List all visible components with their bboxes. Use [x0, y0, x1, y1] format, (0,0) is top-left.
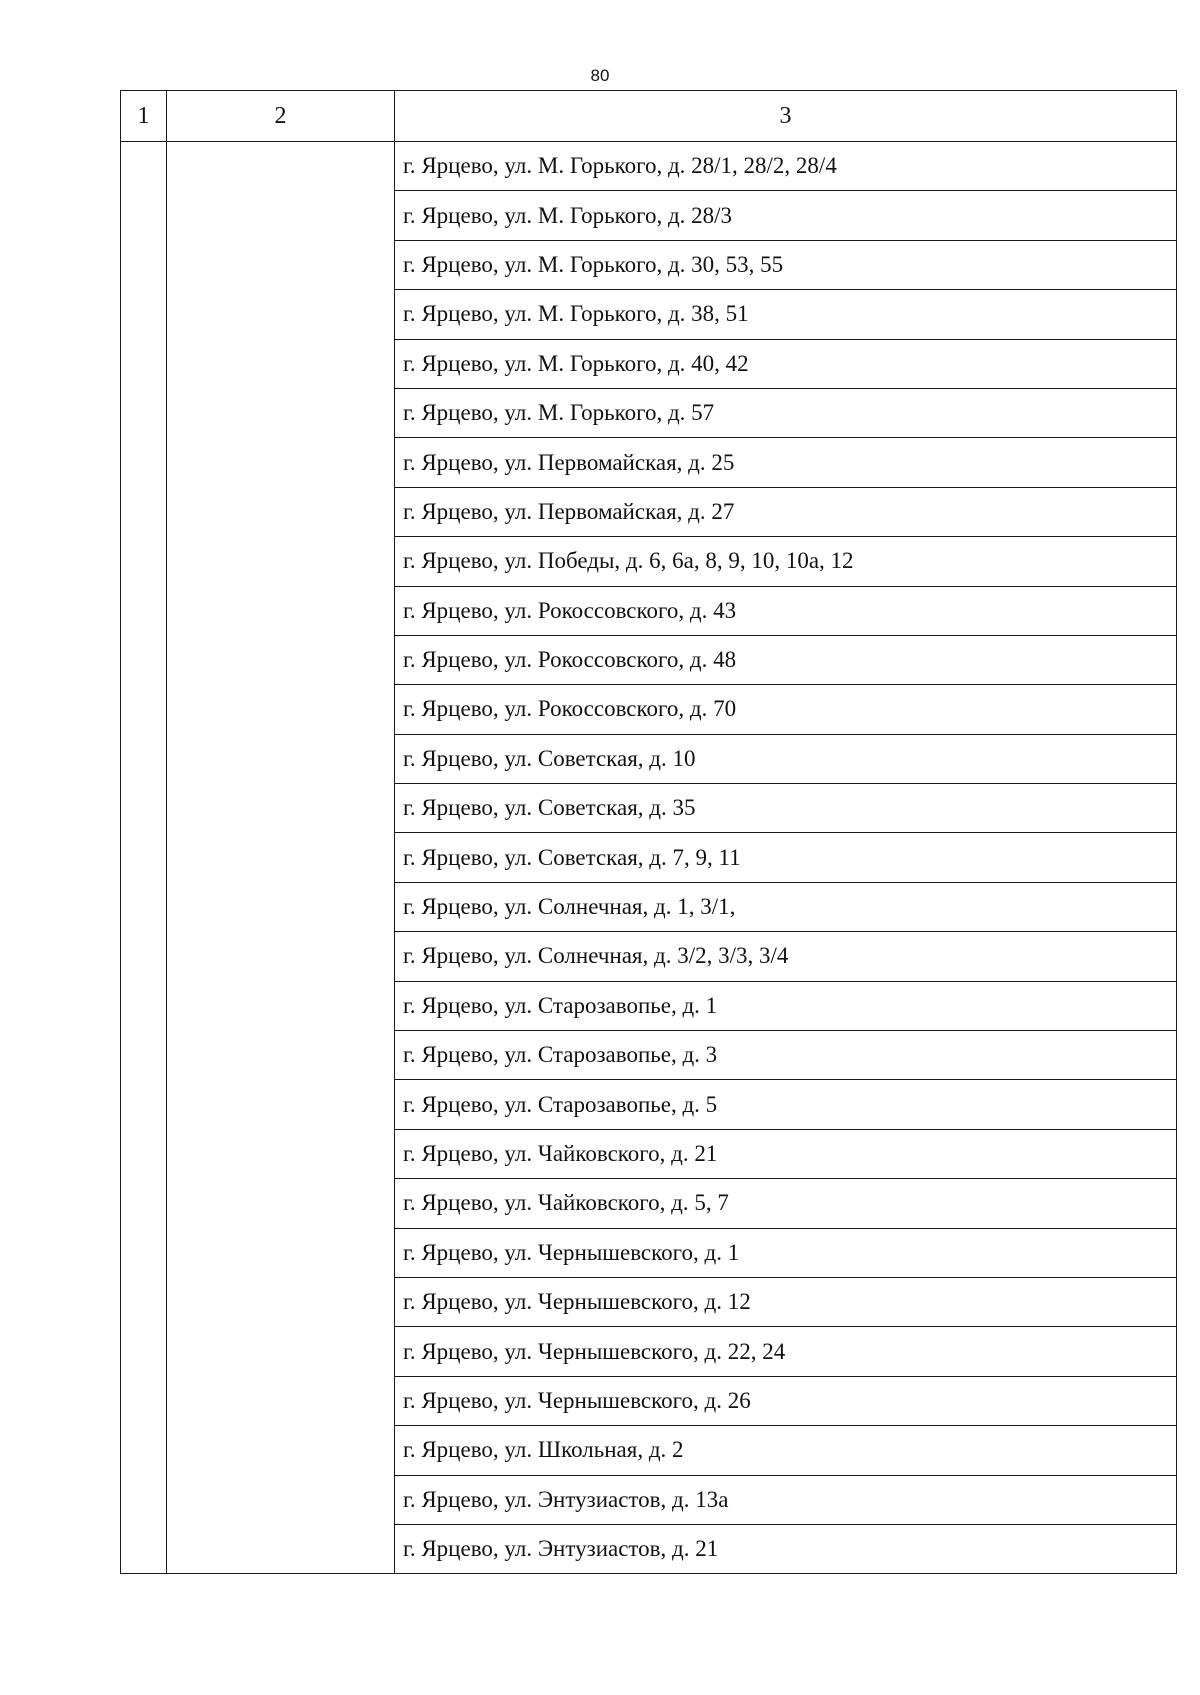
address-cell: г. Ярцево, ул. Советская, д. 10 — [395, 734, 1177, 783]
address-cell: г. Ярцево, ул. Старозавопье, д. 1 — [395, 981, 1177, 1030]
address-cell: г. Ярцево, ул. Победы, д. 6, 6а, 8, 9, 10, 10а, 12 — [395, 537, 1177, 586]
address-cell: г. Ярцево, ул. Чернышевского, д. 1 — [395, 1228, 1177, 1277]
address-cell: г. Ярцево, ул. М. Горького, д. 28/3 — [395, 191, 1177, 240]
address-table — [120, 90, 1177, 1574]
address-cell: г. Ярцево, ул. М. Горького, д. 57 — [395, 388, 1177, 437]
address-cell: г. Ярцево, ул. Чайковского, д. 21 — [395, 1129, 1177, 1178]
address-cell: г. Ярцево, ул. Энтузиастов, д. 13а — [395, 1475, 1177, 1524]
address-cell: г. Ярцево, ул. Старозавопье, д. 3 — [395, 1031, 1177, 1080]
address-cell: г. Ярцево, ул. Советская, д. 35 — [395, 784, 1177, 833]
column-header-3: 3 — [395, 91, 1177, 142]
address-cell: г. Ярцево, ул. Первомайская, д. 25 — [395, 438, 1177, 487]
address-cell: г. Ярцево, ул. Чайковского, д. 5, 7 — [395, 1179, 1177, 1228]
address-cell: г. Ярцево, ул. Рокоссовского, д. 48 — [395, 635, 1177, 684]
address-cell: г. Ярцево, ул. Рокоссовского, д. 43 — [395, 586, 1177, 635]
column-1-empty-cell — [121, 142, 167, 1574]
address-cell: г. Ярцево, ул. Чернышевского, д. 12 — [395, 1277, 1177, 1326]
address-cell: г. Ярцево, ул. М. Горького, д. 28/1, 28/2, 28/4 — [395, 142, 1177, 191]
column-2-empty-cell — [167, 142, 395, 1574]
address-cell: г. Ярцево, ул. Рокоссовского, д. 70 — [395, 685, 1177, 734]
column-header-2: 2 — [167, 91, 395, 142]
address-cell: г. Ярцево, ул. Первомайская, д. 27 — [395, 487, 1177, 536]
table-header-row — [121, 91, 1177, 142]
address-cell: г. Ярцево, ул. Солнечная, д. 1, 3/1, — [395, 882, 1177, 931]
address-cell: г. Ярцево, ул. Энтузиастов, д. 21 — [395, 1524, 1177, 1573]
page-number: 80 — [590, 66, 610, 85]
address-cell: г. Ярцево, ул. М. Горького, д. 38, 51 — [395, 290, 1177, 339]
address-cell: г. Ярцево, ул. Солнечная, д. 3/2, 3/3, 3/4 — [395, 932, 1177, 981]
address-cell: г. Ярцево, ул. Советская, д. 7, 9, 11 — [395, 833, 1177, 882]
address-cell: г. Ярцево, ул. М. Горького, д. 30, 53, 55 — [395, 240, 1177, 289]
address-cell: г. Ярцево, ул. Старозавопье, д. 5 — [395, 1080, 1177, 1129]
address-cell: г. Ярцево, ул. М. Горького, д. 40, 42 — [395, 339, 1177, 388]
table-row — [121, 142, 1177, 191]
address-cell: г. Ярцево, ул. Чернышевского, д. 26 — [395, 1376, 1177, 1425]
column-header-1: 1 — [121, 91, 167, 142]
address-cell: г. Ярцево, ул. Чернышевского, д. 22, 24 — [395, 1327, 1177, 1376]
address-cell: г. Ярцево, ул. Школьная, д. 2 — [395, 1426, 1177, 1475]
